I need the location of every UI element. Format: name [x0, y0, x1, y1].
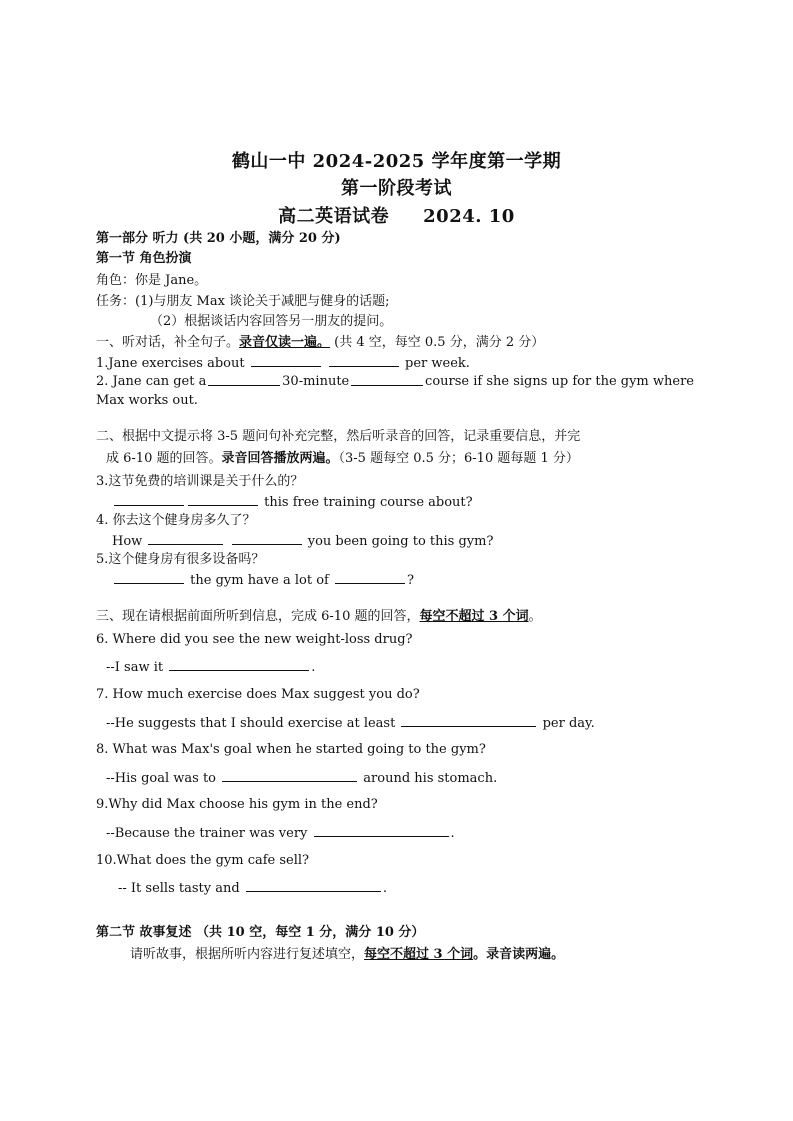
- subject-label: 高二英语试卷: [278, 206, 390, 227]
- answer-blank[interactable]: [169, 658, 309, 671]
- answer-blank[interactable]: [251, 354, 321, 367]
- task-line-1: 任务：(1)与朋友 Max 谈论关于减肥与健身的话题;: [96, 294, 390, 309]
- item-5: the gym have a lot of ?: [112, 571, 414, 589]
- item-7-answer: --He suggests that I should exercise at least per day.: [106, 716, 595, 731]
- item-6-answer: --I saw it .: [106, 660, 316, 675]
- task-line-2: （2）根据谈话内容回答另一朋友的提问。: [150, 314, 393, 329]
- answer-blank[interactable]: [222, 769, 357, 782]
- item-3: this free training course about?: [112, 493, 473, 511]
- exam-date: 2024. 10: [423, 206, 515, 227]
- answer-blank[interactable]: [232, 532, 302, 545]
- question2-intro-line2: 成 6-10 题的回答。录音回答播放两遍。（3-5 题每空 0.5 分；6-10 题每题 1 分）: [106, 451, 579, 466]
- item-6-question: 6. Where did you see the new weight-loss drug?: [96, 632, 413, 647]
- question2-intro-line1: 二、根据中文提示将 3-5 题问句补充完整，然后听录音的回答，记录重要信息，并完: [96, 429, 581, 444]
- role-line: 角色：你是 Jane。: [96, 273, 208, 288]
- item-2: 2. Jane can get a 30-minute course if she signs up for the gym where: [96, 374, 694, 389]
- answer-blank[interactable]: [335, 571, 405, 584]
- exam-subject-title: [0, 202, 793, 228]
- answer-blank[interactable]: [246, 879, 381, 892]
- item-4: How you been going to this gym?: [112, 534, 494, 549]
- item-1: 1.Jane exercises about per week.: [96, 356, 470, 371]
- item-10-answer: -- It sells tasty and .: [118, 881, 387, 896]
- item-4-chinese: 4. 你去这个健身房多久了？: [96, 513, 256, 528]
- part1-heading: 第一部分 听力 (共 20 小题，满分 20 分): [96, 231, 341, 246]
- item-10-question: 10.What does the gym cafe sell?: [96, 853, 310, 868]
- section1-heading: 第一节 角色扮演: [96, 251, 192, 266]
- answer-blank[interactable]: [114, 493, 184, 506]
- answer-blank[interactable]: [114, 571, 184, 584]
- item-8-answer: --His goal was to around his stomach.: [106, 771, 498, 786]
- item-8-question: 8. What was Max's goal when he started going to the gym?: [96, 742, 486, 757]
- answer-blank[interactable]: [148, 532, 223, 545]
- item-9-answer: --Because the trainer was very .: [106, 826, 455, 841]
- exam-school-title: 鹤山一中 2024-2025 学年度第一学期: [231, 151, 562, 172]
- question3-intro: 三、现在请根据前面所听到信息，完成 6-10 题的回答，每空不超过 3 个词。: [96, 609, 542, 624]
- exam-stage-title: 第一阶段考试: [341, 178, 452, 199]
- answer-blank[interactable]: [314, 824, 449, 837]
- section2-intro: 请听故事，根据所听内容进行复述填空，每空不超过 3 个词。录音读两遍。: [130, 947, 565, 962]
- item-5-chinese: 5.这个健身房有很多设备吗？: [96, 552, 265, 567]
- word-limit-note: 每空不超过 3 个词: [419, 609, 529, 624]
- read-once-note: 录音仅读一遍。: [239, 335, 331, 350]
- item-2-cont: Max works out.: [96, 393, 198, 408]
- word-limit-note: 每空不超过 3 个词: [364, 947, 474, 962]
- item-9-question: 9.Why did Max choose his gym in the end?: [96, 797, 378, 812]
- item-7-question: 7. How much exercise does Max suggest you do?: [96, 687, 420, 702]
- question1-intro: 一、听对话，补全句子。录音仅读一遍。 (共 4 空，每空 0.5 分，满分 2 分）: [96, 335, 545, 350]
- answer-blank[interactable]: [208, 373, 280, 386]
- section2-heading: 第二节 故事复述 （共 10 空，每空 1 分，满分 10 分）: [96, 925, 425, 940]
- answer-blank[interactable]: [188, 493, 258, 506]
- answer-blank[interactable]: [401, 714, 536, 727]
- answer-blank[interactable]: [351, 373, 423, 386]
- item-3-chinese: 3.这节免费的培训课是关于什么的？: [96, 474, 304, 489]
- answer-blank[interactable]: [329, 354, 399, 367]
